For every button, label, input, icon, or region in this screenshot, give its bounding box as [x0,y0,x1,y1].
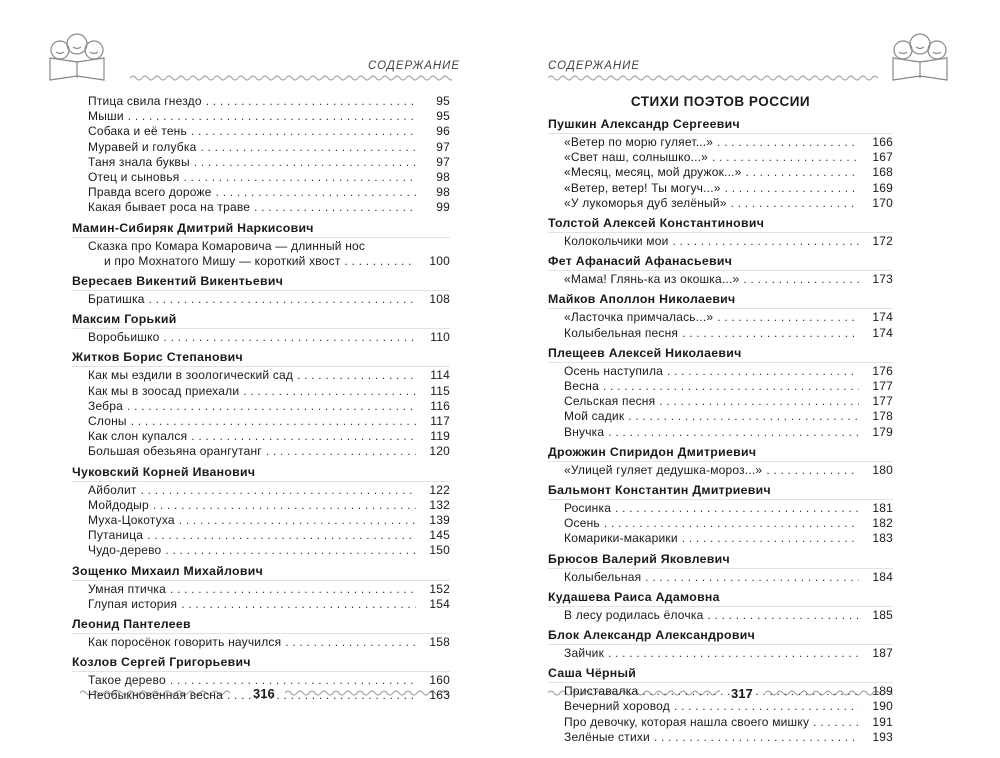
author-heading: Толстой Алексей Константинович [548,215,893,233]
running-header-left: СОДЕРЖАНИЕ [368,60,461,72]
dot-leader [717,135,859,150]
dot-leader [645,570,859,585]
author-heading: Бальмонт Константин Дмитриевич [548,482,893,500]
wavy-divider [130,74,452,82]
entry-page: 98 [436,170,450,185]
dot-leader [200,140,416,155]
dot-leader [191,124,416,139]
toc-entry [72,94,450,109]
entry-title: и про Мохнатого Мишу — короткий хвост [104,253,341,268]
author-heading: Чуковский Корней Иванович [72,464,450,482]
entry-title: Колыбельная песня [564,325,679,340]
dot-leader [191,429,416,444]
author-heading: Блок Александр Александрович [548,627,893,645]
entry-page: 98 [436,185,450,200]
dot-leader [165,543,416,558]
entry-title: Вечерний хоровод [564,699,670,714]
toc-section [72,220,450,269]
toc-entry [72,155,450,170]
dot-leader [254,200,416,215]
entry-page: 119 [430,429,450,444]
dot-leader [731,196,859,211]
entry-page: 95 [436,94,450,108]
toc-section [548,291,893,340]
dot-leader [131,414,416,429]
entry-page: 180 [872,462,893,477]
entry-title: Мойдодыр [88,497,149,512]
dot-leader [608,646,859,661]
entry-page: 178 [872,409,893,424]
entry-page: 120 [429,444,450,459]
dot-leader [128,109,416,124]
page-number-left: 316 [253,686,275,701]
entry-page: 158 [429,635,450,650]
toc-entry [72,582,450,597]
toc-section [72,349,450,459]
entry-title: Зайчик [564,646,605,661]
author-heading: Дрожжин Спиридон Дмитриевич [548,444,893,462]
entry-title: Глупая история [88,596,178,611]
entry-title: Как поросёнок говорить научился [88,635,282,650]
entry-page: 184 [872,569,893,584]
toc-section [548,551,893,585]
toc-section [72,94,450,216]
entry-page: 177 [872,394,893,409]
entry-title: Колыбельная [564,569,642,584]
toc-entry [72,109,450,124]
entry-title: «Мама! Глянь-ка из окошка...» [564,272,740,287]
wavy-divider [548,74,878,82]
entry-page: 172 [872,234,893,249]
entry-page: 170 [872,195,893,210]
toc-entry [72,399,450,414]
entry-page: 190 [872,699,893,714]
toc-entry [548,326,893,341]
entry-title: Отец и сыновья [88,170,180,185]
entry-title: Муха-Цокотуха [88,513,175,528]
entry-page: 115 [430,383,450,398]
entry-title: Муравей и голубка [88,139,197,154]
author-heading: Брюсов Валерий Яковлевич [548,551,893,569]
toc-entry [548,425,893,440]
toc-entry [548,646,893,661]
dot-leader [243,384,416,399]
toc-entry [72,330,450,345]
author-heading: Фет Афанасий Афанасьевич [548,253,893,271]
entry-title: Птица свила гнездо [88,94,202,108]
toc-entry [548,501,893,516]
dot-leader [127,399,416,414]
dot-leader [766,463,859,478]
entry-title: Приставалка [564,684,639,699]
toc-entry [548,135,893,150]
toc-entry [548,364,893,379]
dot-leader [345,254,416,269]
entry-title: Такое дерево [88,673,166,688]
entry-title: Внучка [564,424,605,439]
author-heading: Пушкин Александр Сергеевич [548,116,893,134]
toc-entry [548,165,893,180]
toc-entry [548,409,893,424]
children-reading-illustration [42,30,112,82]
entry-title: Айболит [88,482,137,497]
entry-title: В лесу родилась ёлочка [564,607,704,622]
toc-entry [72,140,450,155]
dot-leader [216,185,416,200]
dot-leader [181,597,416,612]
entry-page: 167 [872,150,893,165]
dot-leader [183,170,416,185]
toc-entry [72,483,450,498]
entry-page: 177 [872,379,893,394]
toc-entry [548,531,893,546]
dot-leader [674,699,859,714]
running-header-right: СОДЕРЖАНИЕ [548,60,641,72]
dot-leader [725,181,859,196]
dot-leader [667,364,859,379]
author-heading: Леонид Пантелеев [72,616,450,634]
entry-title: Как слон купался [88,429,188,444]
dot-leader [170,582,416,597]
entry-page: 189 [872,684,893,699]
dot-leader [179,513,416,528]
toc-entry [548,394,893,409]
entry-page: 152 [429,581,450,596]
toc-section [548,444,893,478]
dot-leader [153,498,416,513]
author-heading: Максим Горький [72,311,450,329]
entry-page: 193 [872,729,893,744]
entry-title: Весна [564,379,599,394]
entry-page: 108 [429,292,450,307]
toc-entry [72,185,450,200]
toc-section [72,311,450,345]
author-heading: Вересаев Викентий Викентьевич [72,273,450,291]
dot-leader [813,715,859,730]
entry-page: 100 [429,253,450,268]
entry-title: Братишка [88,292,145,307]
entry-title: Зебра [88,398,124,413]
entry-title: «Ветер по морю гуляет...» [564,135,714,149]
toc-entry [72,444,450,459]
toc-section [548,482,893,547]
dot-leader [659,394,859,409]
toc-entry [548,234,893,249]
toc-section [548,627,893,661]
dot-leader [673,234,859,249]
toc-entry [72,597,450,612]
entry-page: 187 [872,646,893,661]
dot-leader [604,516,859,531]
entry-title: «Улицей гуляет дедушка-мороз...» [564,462,763,477]
entry-title: Осень [564,516,600,531]
entry-title: Про девочку, которая нашла своего мишку [564,714,810,729]
entry-title: «Ласточка примчалась...» [564,310,714,325]
page-number-right: 317 [731,686,753,701]
toc-entry [548,310,893,325]
entry-title: Большая обезьяна орангутанг [88,444,262,459]
dot-leader [147,528,416,543]
entry-title: «У лукоморья дуб зелёный» [564,195,727,210]
toc-entry [72,635,450,650]
entry-page: 145 [429,528,450,543]
dot-leader [746,165,859,180]
toc-entry [72,200,450,215]
dot-leader [712,150,859,165]
author-heading: Житков Борис Степанович [72,349,450,367]
dot-leader [164,330,416,345]
entry-page: 116 [430,398,450,413]
entry-title: Как мы в зоосад приехали [88,383,240,398]
toc-right-page [548,92,893,745]
toc-entry [548,699,893,714]
toc-section [548,665,893,745]
entry-title: «Свет наш, солнышко...» [564,150,709,165]
entry-page: 174 [872,325,893,340]
toc-entry [72,513,450,528]
author-heading: Саша Чёрный [548,665,893,683]
toc-entry [548,516,893,531]
toc-entry [548,730,893,745]
toc-entry [548,715,893,730]
dot-leader [628,409,859,424]
entry-title: «Месяц, месяц, мой дружок...» [564,165,742,180]
entry-title: Правда всего дороже [88,185,212,200]
entry-title: Чудо-дерево [88,543,162,558]
entry-page: 95 [436,109,450,124]
entry-title: Росинка [564,501,612,516]
entry-title: Собака и её тень [88,124,187,139]
toc-entry [72,368,450,383]
entry-title: Осень наступила [564,363,664,378]
toc-entry [72,498,450,513]
dot-leader [682,326,859,341]
entry-title: Умная птичка [88,581,167,596]
entry-page: 173 [872,272,893,287]
toc-entry [72,254,450,269]
entry-title: Слоны [88,414,127,429]
entry-page: 185 [872,607,893,622]
entry-page: 160 [429,673,450,688]
dot-leader [206,94,416,109]
toc-section [548,345,893,440]
dot-leader [615,501,859,516]
author-heading: Плещеев Алексей Николаевич [548,345,893,363]
toc-entry [72,124,450,139]
dot-leader [717,310,859,325]
toc-entry [548,608,893,623]
entry-page: 96 [436,124,450,139]
toc-entry [72,543,450,558]
entry-title: Путаница [88,528,144,543]
entry-title: Мой садик [564,409,625,424]
toc-entry [548,272,893,287]
toc-section [548,116,893,211]
entry-title: Комарики-макарики [564,531,678,546]
entry-title: Зелёные стихи [564,729,650,744]
dot-leader [603,379,859,394]
entry-page: 132 [429,497,450,512]
entry-title: Мыши [88,109,124,124]
entry-page: 166 [872,135,893,149]
entry-page: 182 [872,516,893,531]
entry-title: Какая бывает роса на траве [88,200,251,215]
author-heading: Майков Аполлон Николаевич [548,291,893,309]
entry-page: 122 [429,482,450,497]
entry-page: 97 [436,154,450,169]
entry-title: Сельская песня [564,394,656,409]
toc-section [72,273,450,307]
toc-entry [72,292,450,307]
toc-entry [72,414,450,429]
dot-leader [608,425,859,440]
entry-page: 169 [872,180,893,195]
toc-section [548,253,893,287]
author-heading: Зощенко Михаил Михайлович [72,563,450,581]
toc-entry [548,196,893,211]
entry-page: 179 [872,424,893,439]
entry-page: 139 [429,513,450,528]
dot-leader [654,730,859,745]
toc-section [72,464,450,559]
dot-leader [194,155,416,170]
dot-leader [743,272,859,287]
entry-page: 97 [436,139,450,154]
dot-leader [297,368,416,383]
toc-entry [548,181,893,196]
entry-title-line: Сказка про Комара Комаровича — длинный нос [88,238,366,253]
dot-leader [707,608,859,623]
toc-section [548,215,893,249]
author-heading: Козлов Сергей Григорьевич [72,654,450,672]
entry-page: 191 [872,714,893,729]
dot-leader [682,531,859,546]
entry-page: 174 [872,310,893,325]
entry-page: 163 [429,688,450,703]
dot-leader [141,483,416,498]
toc-section [72,563,450,612]
toc-section [72,616,450,650]
children-reading-illustration [885,30,955,82]
entry-page: 181 [872,501,893,516]
toc-entry [548,379,893,394]
toc-entry [548,570,893,585]
entry-title: Необыкновенная весна [88,688,223,703]
dot-leader [149,292,416,307]
section-title: СТИХИ ПОЭТОВ РОССИИ [630,94,811,109]
entry-page: 114 [430,368,450,383]
entry-page: 168 [872,165,893,180]
toc-entry [72,528,450,543]
entry-page: 183 [872,531,893,546]
entry-page: 117 [430,414,450,429]
toc-left-page [72,94,450,704]
toc-entry [72,429,450,444]
toc-section [548,589,893,623]
entry-title: Как мы ездили в зоологический сад [88,368,294,383]
entry-title: «Ветер, ветер! Ты могуч...» [564,180,721,195]
dot-leader [285,635,416,650]
entry-page: 99 [436,200,450,215]
author-heading: Кудашева Раиса Адамовна [548,589,893,607]
toc-entry [548,150,893,165]
entry-page: 154 [429,596,450,611]
entry-title: Воробьишко [88,330,160,345]
toc-entry [72,384,450,399]
entry-page: 150 [429,543,450,558]
dot-leader [266,444,416,459]
entry-title: Таня знала буквы [88,154,190,169]
toc-entry [548,684,893,699]
entry-title: Колокольчики мои [564,234,669,249]
entry-page: 176 [872,363,893,378]
toc-entry [548,463,893,478]
toc-entry [72,170,450,185]
author-heading: Мамин-Сибиряк Дмитрий Наркисович [72,220,450,238]
entry-page: 110 [430,330,450,345]
dot-leader [170,673,416,688]
